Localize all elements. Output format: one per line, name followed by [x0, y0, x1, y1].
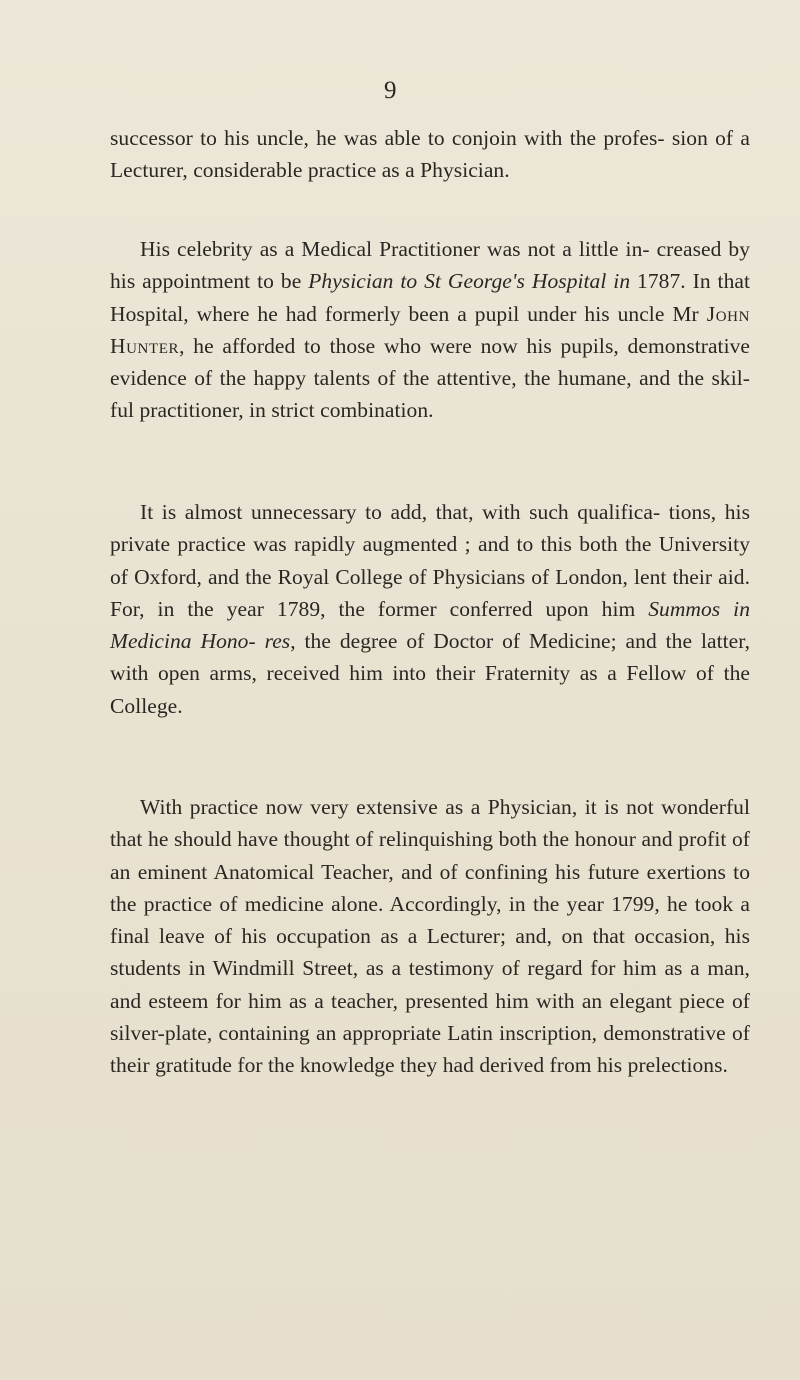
paragraph-4 [110, 791, 750, 1082]
paragraph-2-text-start: His celebrity as a Medical Practitioner was not a little in- creased by his appointment to be [110, 237, 750, 294]
paragraph-3 [110, 496, 750, 722]
paragraph-1-text: successor to his uncle, he was able to conjoin with the profes- sion of a Lecturer, considerable practice as a Physician. [110, 126, 750, 183]
paragraph-3-text-start: It is almost unnecessary to add, that, with such qualifica- tions, his private practice was rapidly augmented ; and to this both the University of Oxford, and the Royal College of Physicians of London, lent their aid. For, in the year 1789, the former conferred upon him [110, 500, 750, 621]
paragraph-1 [110, 122, 750, 187]
paragraph-4-text: With practice now very extensive as a Physician, it is not wonderful that he should have thought of relinquishing both the honour and profit of an eminent Anatomical Teacher, and of confining his future exertions to the practice of medicine alone. Accordingly, in the year 1799, he took a final leave of his occupation as a Lecturer; and, on that occasion, his students in Windmill Street, as a testimony of regard for him as a man, and esteem for him as a teacher, presented him with an elegant piece of silver-plate, containing an appropriate Latin inscription, demonstrative of their gratitude for the knowledge they had derived from his prelections. [110, 795, 750, 1078]
paragraph-2-text-middle: 1787. In that Hospital, where he had formerly been a pupil under his uncle Mr [110, 269, 751, 326]
latin-honours-italic: Summos in Medicina Hono- res [110, 596, 750, 654]
paragraph-2-text-end: , he afforded to those who were now his pupils, demonstrative evidence of the happy talents of the attentive, the humane, and the skil- ful practitioner, in strict combination. [110, 333, 750, 423]
page-number: 9 [384, 77, 397, 104]
john-hunter-name: John Hunter [110, 301, 750, 358]
paragraph-3-text-end: , the degree of Doctor of Medicine; and the latter, with open arms, received him into their Fraternity as a Fellow of the College. [110, 629, 750, 718]
hospital-appointment-italic: Physician to St George's Hospital in [308, 269, 631, 294]
paragraph-2 [110, 233, 750, 427]
